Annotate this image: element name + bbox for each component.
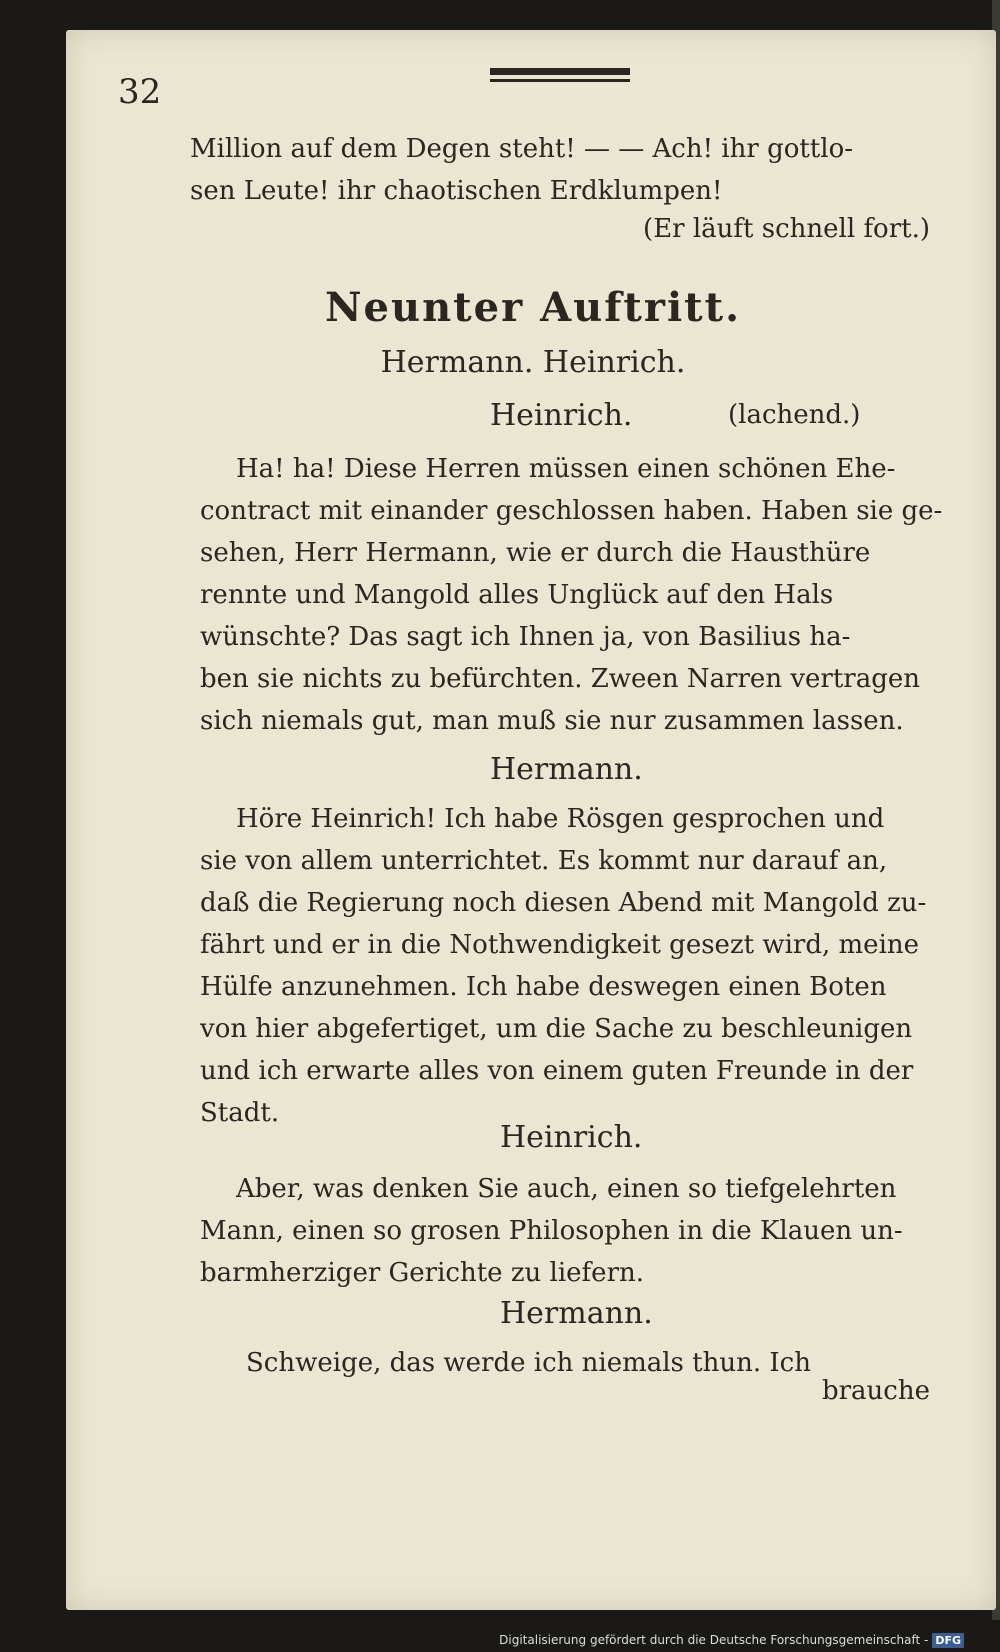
speaker-name: Hermann.: [500, 1296, 653, 1331]
speech-line: Stadt.: [200, 1098, 280, 1128]
speech-line: Höre Heinrich! Ich habe Rösgen gesprochen und: [236, 804, 885, 834]
opening-line-1: Million auf dem Degen steht! — — Ach! ihr gottlo-: [190, 134, 854, 164]
speaker-name: Hermann.: [490, 752, 643, 787]
speech-line: Hülfe anzunehmen. Ich habe deswegen einen Boten: [200, 972, 887, 1002]
speech-line: sie von allem unterrichtet. Es kommt nur darauf an,: [200, 846, 888, 876]
speech-line: Ha! ha! Diese Herren müssen einen schönen Ehe-: [236, 454, 896, 484]
speech-line: contract mit einander geschlossen haben. Haben sie ge-: [200, 496, 943, 526]
speech-line: von hier abgefertiget, um die Sache zu beschleunigen: [200, 1014, 913, 1044]
speech-line: sich niemals gut, man muß sie nur zusammen lassen.: [200, 706, 904, 736]
speech-line: Aber, was denken Sie auch, einen so tiefgelehrten: [236, 1174, 897, 1204]
speaker-name: Heinrich.: [500, 1120, 643, 1155]
stage-direction-lachend: (lachend.): [728, 400, 861, 430]
speech-line: ben sie nichts zu befürchten. Zween Narren vertragen: [200, 664, 920, 694]
scene-heading: Neunter Auftritt.: [324, 284, 742, 331]
scene-characters: Hermann. Heinrich.: [380, 345, 686, 380]
catchword: brauche: [821, 1376, 930, 1406]
speech-line: barmherziger Gerichte zu liefern.: [200, 1258, 645, 1288]
speech-line: daß die Regierung noch diesen Abend mit Mangold zu-: [200, 888, 927, 918]
dfg-logo: DFG: [932, 1633, 964, 1648]
speech-line: und ich erwarte alles von einem guten Freunde in der: [200, 1056, 914, 1086]
speaker-name: Heinrich.: [490, 398, 633, 433]
speech-line: Mann, einen so grosen Philosophen in die Klauen un-: [200, 1216, 903, 1246]
page-number: 32: [118, 72, 162, 112]
speech-line: Schweige, das werde ich niemals thun. Ich: [246, 1348, 811, 1378]
speech-line: sehen, Herr Hermann, wie er durch die Hausthüre: [200, 538, 871, 568]
speech-line: rennte und Mangold alles Unglück auf den Hals: [200, 580, 834, 610]
header-ornament: [490, 64, 630, 86]
digitization-credit: [499, 1633, 964, 1648]
credit-text: Digitalisierung gefördert durch die Deutsche Forschungsgemeinschaft -: [499, 1633, 929, 1647]
opening-line-2: sen Leute! ihr chaotischen Erdklumpen!: [190, 176, 723, 206]
stage-direction: (Er läuft schnell fort.): [643, 214, 930, 244]
speech-line: wünschte? Das sagt ich Ihnen ja, von Basilius ha-: [200, 622, 851, 652]
speech-line: fährt und er in die Nothwendigkeit gesezt wird, meine: [200, 930, 920, 960]
